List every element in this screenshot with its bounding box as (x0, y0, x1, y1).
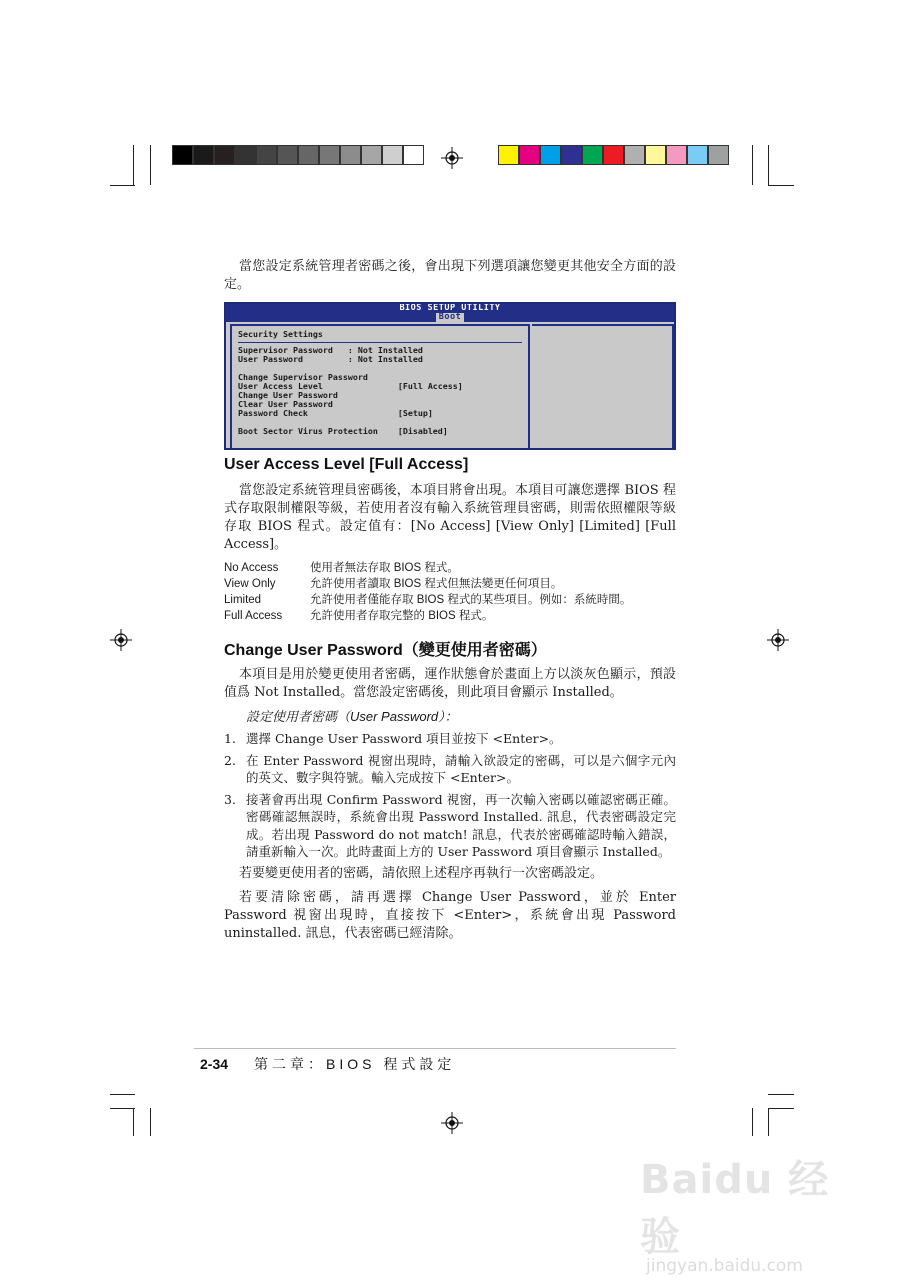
page-footer (200, 1054, 455, 1074)
chapter-title: 第二章：BIOS 程式設定 (254, 1056, 456, 1072)
bios-supervisor-password-status: Supervisor Password : Not Installed (238, 345, 423, 355)
color-swatch (235, 145, 256, 165)
option-key: Limited (224, 594, 262, 606)
option-key: No Access (224, 562, 279, 574)
footer-divider (194, 1048, 676, 1049)
option-description: 使用者無法存取 BIOS 程式。 (310, 562, 459, 574)
color-swatch (319, 145, 340, 165)
color-swatch (603, 145, 624, 165)
color-swatch (708, 145, 729, 165)
bios-settings-panel (230, 324, 530, 450)
bios-key-hints (542, 438, 642, 450)
list-item (224, 730, 676, 748)
bios-title: BIOS SETUP UTILITY (399, 303, 501, 313)
access-level-options (224, 560, 676, 624)
bios-user-password-status: User Password : Not Installed (238, 354, 423, 364)
change-user-password-paragraph: 本項目是用於變更使用者密碼，運作狀態會於畫面上方以淡灰色顯示，預設值爲 Not Installed。當您設定密碼後，則此項目會顯示 Installed。 (224, 667, 676, 700)
option-key: Full Access (224, 610, 283, 622)
user-access-level-paragraph: 當您設定系統管理員密碼後，本項目將會出現。本項目可讓您選擇 BIOS 程式存取限制權限等級，若使用者沒有輸入系統管理員密碼，則需依照權限等級存取 BIOS 程式。設定值有：[No Access] [View Only] [Limited] [Full Access]。 (224, 483, 676, 552)
option-row (224, 592, 676, 608)
option-row (224, 560, 676, 576)
registration-target-right (767, 629, 789, 651)
color-swatch (193, 145, 214, 165)
color-swatch (624, 145, 645, 165)
bios-item-boot-sector-virus-protection: Boot Sector Virus Protection [Disabled] (238, 426, 448, 436)
bios-title-bar (226, 304, 674, 322)
baidu-jingyan-watermark (640, 1148, 870, 1276)
color-swatch (666, 145, 687, 165)
color-swatch (340, 145, 361, 165)
step-text: 接著會再出現 Confirm Password 視窗，再一次輸入密碼以確認密碼正確。密碼確認無誤時，系統會出現 Password Installed. 訊息，代表密碼設定完成。若出現 Password do not match! 訊息，代表於密碼確認時輸入錯誤，請重新輸入一次。此時畫面上方的 User Password 項目會顯示 Installed。 (246, 791, 676, 859)
option-description: 允許使用者讀取 BIOS 程式但無法變更任何項目。 (310, 578, 563, 590)
bios-item-change-supervisor-password: Change Supervisor Password (238, 372, 368, 382)
clear-password-note: 若要清除密碼，請再選擇 Change User Password，並於 Enter Password 視窗出現時，直接按下 <Enter>，系統會出現 Password uninstalled. 訊息，代表密碼已經清除。 (224, 889, 676, 941)
color-swatch (540, 145, 561, 165)
color-swatch (582, 145, 603, 165)
bios-section-title: Security Settings (238, 330, 522, 343)
page-number: 2-34 (200, 1056, 229, 1072)
bios-screenshot (224, 302, 676, 450)
step-number: 1. (224, 731, 236, 746)
option-row (224, 608, 676, 624)
change-password-note: 若要變更使用者的密碼，請依照上述程序再執行一次密碼設定。 (239, 865, 604, 881)
color-swatch (361, 145, 382, 165)
watermark-logo: Baidu 经验 (640, 1157, 830, 1260)
color-swatch (214, 145, 235, 165)
color-swatch (256, 145, 277, 165)
grayscale-color-bar (172, 145, 424, 165)
set-user-password-subheading: 設定使用者密碼（User Password）： (246, 709, 458, 724)
color-swatch (382, 145, 403, 165)
color-swatch (645, 145, 666, 165)
color-swatch (298, 145, 319, 165)
process-color-bar (498, 145, 729, 165)
bios-item-password-check: Password Check [Setup] (238, 408, 433, 418)
step-text: 選擇 Change User Password 項目並按下 <Enter>。 (246, 731, 562, 746)
color-swatch (403, 145, 424, 165)
color-swatch (687, 145, 708, 165)
step-number: 3. (224, 791, 236, 807)
step-number: 2. (224, 752, 236, 768)
intro-paragraph: 當您設定系統管理者密碼之後，會出現下列選項讓您變更其他安全方面的設定。 (224, 259, 676, 292)
step-text: 在 Enter Password 視窗出現時，請輸入欲設定的密碼，可以是六個字元內的英文、數字與符號。輸入完成按下 <Enter>。 (246, 752, 676, 785)
registration-target-left (110, 629, 132, 651)
color-swatch (519, 145, 540, 165)
color-swatch (561, 145, 582, 165)
list-item (224, 791, 676, 861)
list-item (224, 752, 676, 787)
option-key: View Only (224, 578, 276, 590)
password-steps-list (224, 730, 676, 861)
bios-item-user-access-level: User Access Level [Full Access] (238, 381, 463, 391)
heading-user-access-level: User Access Level [Full Access] (224, 456, 469, 473)
color-swatch (498, 145, 519, 165)
bios-item-clear-user-password: Clear User Password (238, 399, 333, 409)
bios-item-change-user-password: Change User Password (238, 390, 338, 400)
color-swatch (277, 145, 298, 165)
registration-target-top (441, 147, 463, 169)
page-content (224, 258, 676, 943)
option-row (224, 576, 676, 592)
bios-tab-boot: Boot (436, 313, 464, 322)
watermark-url: jingyan.baidu.com (646, 1256, 803, 1276)
option-description: 允許使用者存取完整的 BIOS 程式。 (310, 610, 494, 622)
option-description: 允許使用者僅能存取 BIOS 程式的某些項目。例如：系統時間。 (310, 594, 632, 606)
color-swatch (172, 145, 193, 165)
bios-help-panel (532, 324, 674, 450)
registration-target-bottom (441, 1112, 463, 1134)
heading-change-user-password: Change User Password（變更使用者密碼） (224, 642, 547, 659)
